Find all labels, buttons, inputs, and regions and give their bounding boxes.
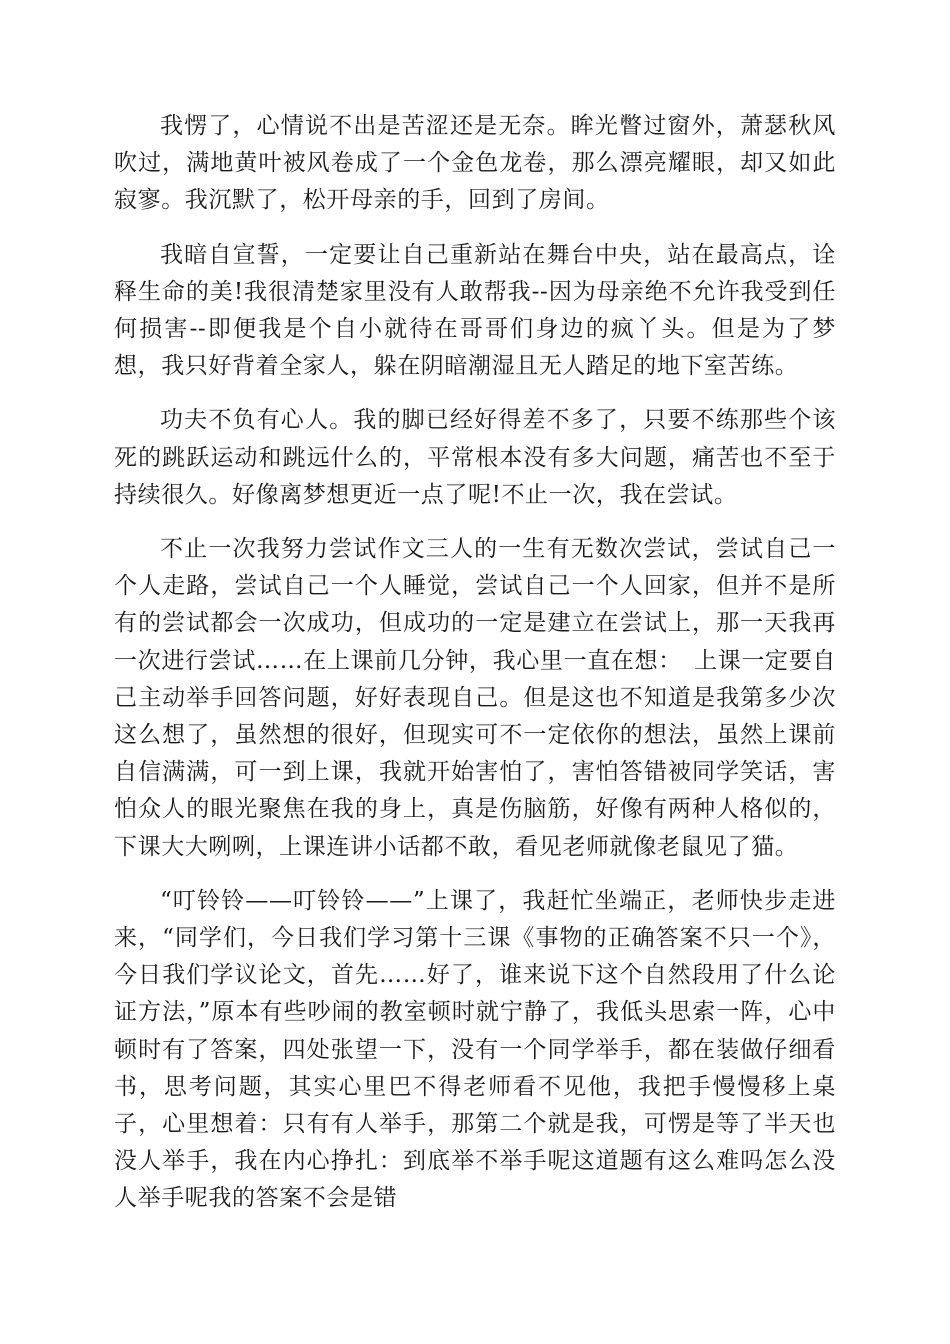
- paragraph-5: “叮铃铃——叮铃铃——”上课了，我赶忙坐端正，老师快步走进来，“同学们，今日我们学习第十三课《事物的正确答案不只一个》，今日我们学议论文，首先……好了，谁来说下这个自然段用了什么论证方法，”原本有些吵闹的教室顿时就宁静了，我低头思索一阵，心中顿时有了答案，四处张望一下，没有一个同学举手，都在装做仔细看书，思考问题，其实心里巴不得老师看不见他，我把手慢慢移上桌子，心里想着：只有有人举手，那第二个就是我，可愣是等了半天也没人举手，我在内心挣扎：到底举不举手呢这道题有这么难吗怎么没人举手呢我的答案不会是错: [114, 887, 836, 1212]
- paragraph-2: 我暗自宣誓，一定要让自己重新站在舞台中央，站在最高点，诠释生命的美!我很清楚家里没有人敢帮我--因为母亲绝不允许我受到任何损害--即便我是个自小就待在哥哥们身边的疯丫头。但是为了梦想，我只好背着全家人，躲在阴暗潮湿且无人踏足的地下室苦练。: [114, 241, 836, 380]
- document-page: [114, 108, 836, 1218]
- paragraph-1: 我愣了，心情说不出是苦涩还是无奈。眸光瞥过窗外，萧瑟秋风吹过，满地黄叶被风卷成了一个金色龙卷，那么漂亮耀眼，却又如此寂寥。我沉默了，松开母亲的手，回到了房间。: [114, 113, 836, 214]
- paragraph-3: 功夫不负有心人。我的脚已经好得差不多了，只要不练那些个该死的跳跃运动和跳远什么的，平常根本没有多大问题，痛苦也不至于持续很久。好像离梦想更近一点了呢!不止一次，我在尝试。: [114, 407, 836, 508]
- paragraph-4: 不止一次我努力尝试作文三人的一生有无数次尝试，尝试自己一个人走路，尝试自己一个人睡觉，尝试自己一个人回家，但并不是所有的尝试都会一次成功，但成功的一定是建立在尝试上，那一天我再一次进行尝试……在上课前几分钟，我心里一直在想： 上课一定要自己主动举手回答问题，好好表现自己。但是这也不知道是我第多少次这么想了，虽然想的很好，但现实可不一定依你的想法，虽然上课前自信满满，可一到上课，我就开始害怕了，害怕答错被同学笑话，害怕众人的眼光聚焦在我的身上，真是伤脑筋，好像有两种人格似的，下课大大咧咧，上课连讲小话都不敢，看见老师就像老鼠见了猫。: [114, 536, 836, 860]
